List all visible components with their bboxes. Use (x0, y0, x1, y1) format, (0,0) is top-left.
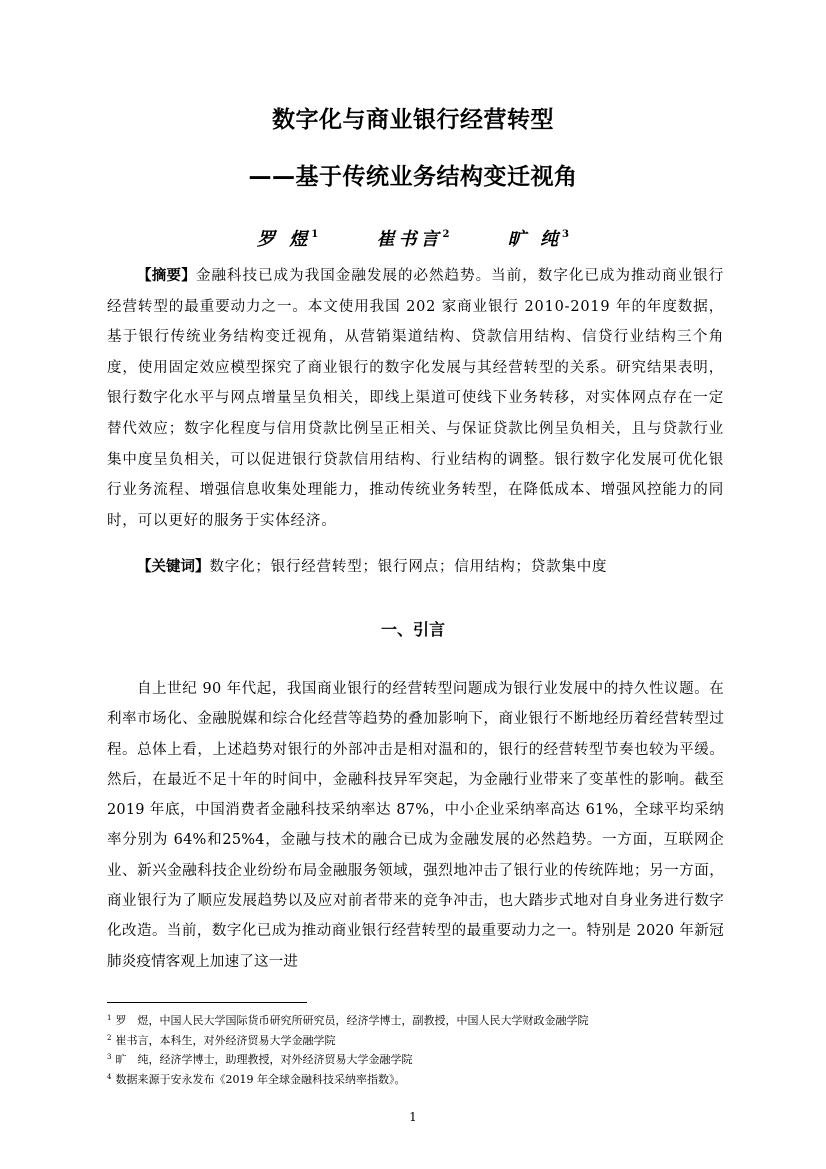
footnote-text: 罗 煜，中国人民大学国际货币研究所研究员，经济学博士，副教授，中国人民大学财政金融学院 (115, 1014, 589, 1027)
footnote-4 (107, 1069, 724, 1089)
author-footnote-mark: 3 (562, 229, 570, 240)
author-3 (508, 225, 569, 251)
footnote-3 (107, 1049, 724, 1069)
author-list (0, 225, 826, 251)
page-number: 1 (409, 1110, 417, 1124)
author-name: 崔书言 (376, 229, 443, 250)
footnote-mark: 3 (107, 1053, 112, 1061)
paper-title: 数字化与商业银行经营转型 (272, 107, 554, 133)
author-name: 罗 煜 (256, 229, 312, 250)
footnote-2 (107, 1030, 724, 1050)
footnote-mark: 2 (107, 1033, 112, 1042)
abstract-label: 【摘要】 (137, 268, 196, 284)
author-2 (377, 225, 450, 251)
footnote-text: 崔书言，本科生，对外经济贸易大学金融学院 (115, 1033, 336, 1047)
footnote-text: 旷 纯，经济学博士，助理教授，对外经济贸易大学金融学院 (115, 1053, 413, 1066)
keywords-label: 【关键词】 (137, 559, 210, 575)
footnotes (107, 1010, 724, 1088)
footnote-mark: 4 (107, 1072, 112, 1081)
footnote-text: 数据来源于安永发布《2019 年全球金融科技采纳率指数》。 (115, 1072, 406, 1086)
abstract-text: 金融科技已成为我国金融发展的必然趋势。当前，数字化已成为推动商业银行经营转型的最重要动力之一。本文使用我国 202 家商业银行 2010-2019 年的年度数据，基于银行传统业务结构变迁视角，从营销渠道结构、贷款信用结构、信贷行业结构三个角度，使用固定效应模型探究了商业银行的数字化发展与其经营转型的关系。研究结果表明，银行数字化水平与网点增量呈负相关，即线上渠道可使线下业务转移，对实体网点存在一定替代效应；数字化程度与信用贷款比例呈正相关、与保证贷款比例呈负相关，且与贷款行业集中度呈负相关，可以促进银行贷款信用结构、行业结构的调整。银行数字化发展可优化银行业务流程、增强信息收集处理能力，推动传统业务转型，在降低成本、增强风控能力的同时，可以更好的服务于实体经济。 (107, 268, 724, 529)
introduction-paragraph: 自上世纪 90 年代起，我国商业银行的经营转型问题成为银行业发展中的持久性议题。在利率市场化、金融脱媒和综合化经营等趋势的叠加影响下，商业银行不断地经历着经营转型过程。总体上看，上述趋势对银行的外部冲击是相对温和的，银行的经营转型节奏也较为平缓。然后，在最近不足十年的时间中，金融科技异军突起，为金融行业带来了变革性的影响。截至 2019 年底，中国消费者金融科技采纳率达 87%，中小企业采纳率高达 61%，全球平均采纳率分别为 64%和25%4，金融与技术的融合已成为金融发展的必然趋势。一方面，互联网企业、新兴金融科技企业纷纷布局金融服务领域，强烈地冲击了银行业的传统阵地；另一方面，商业银行为了顺应发展趋势以及应对前者带来的竞争冲击，也大踏步式地对自身业务进行数字化改造。当前，数字化已成为推动商业银行经营转型的最重要动力之一。特别是 2020 年新冠肺炎疫情客观上加速了这一进 (107, 681, 724, 970)
author-1 (257, 225, 318, 251)
keywords-text: 数字化；银行经营转型；银行网点；信用结构；贷款集中度 (209, 559, 608, 575)
author-name: 旷 纯 (507, 229, 563, 250)
section-heading: 一、引言 (380, 620, 445, 639)
author-footnote-mark: 1 (311, 229, 319, 240)
footnote-divider (107, 1002, 307, 1003)
keywords (107, 552, 724, 583)
footnote-1 (107, 1010, 724, 1030)
author-footnote-mark: 2 (442, 229, 450, 240)
paper-subtitle: ——基于传统业务结构变迁视角 (248, 164, 578, 190)
footnote-mark: 1 (107, 1014, 112, 1022)
abstract (107, 261, 724, 536)
